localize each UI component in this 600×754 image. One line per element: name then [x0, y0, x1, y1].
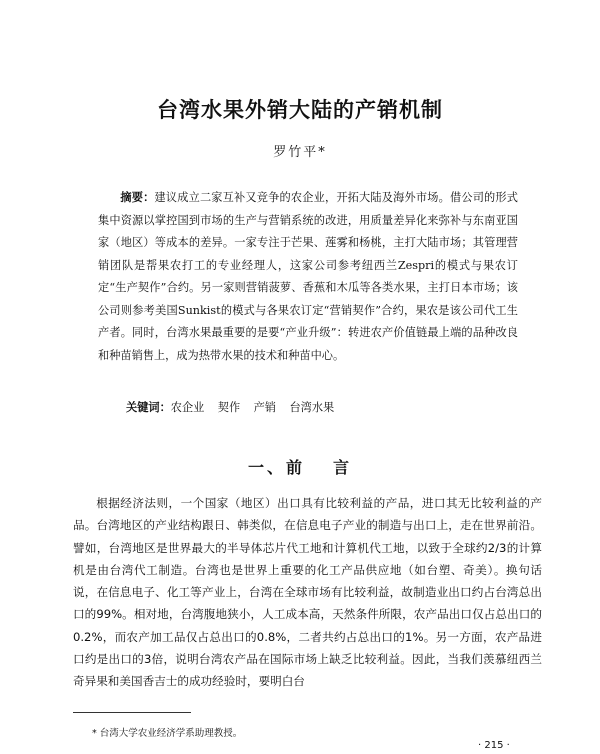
- page-number: · 215 ·: [478, 740, 510, 751]
- author-name: 罗竹平*: [273, 145, 327, 160]
- footnote: * 台湾大学农业经济学系助理教授。: [92, 728, 243, 739]
- abstract: [98, 186, 518, 367]
- keywords: [126, 396, 518, 419]
- keyword-item: 产销: [253, 401, 276, 414]
- keyword-item: 农企业: [170, 401, 205, 414]
- section-number: 一、: [247, 458, 286, 477]
- section-title-part: 言: [333, 458, 353, 477]
- keyword-item: 契作: [217, 401, 241, 414]
- section-title-part: 前: [285, 458, 305, 477]
- section-heading: [0, 455, 600, 478]
- abstract-label: 摘要：: [120, 190, 155, 204]
- body-paragraph: 根据经济法则，一个国家（地区）出口具有比较利益的产品，进口其无比较利益的产品。台湾地区的产业结构跟日、韩类似，在信息电子产业的制造与出口上，走在世界前沿。譬如，台湾地区是世界最大的半导体芯片代工地和计算机代工地，以致于全球约2/3的计算机是由台湾代工制造。台湾也是世界上重要的化工产品供应地（如台塑、奇美）。换句话说，在信息电子、化工等产业上，台湾在全球市场有比较利益，故制造业出口约占台湾总出口的99%。相对地，台湾腹地狭小，人工成本高，天然条件所限，农产品出口仅占总出口的0.2%，而农产加工品仅占总出口的0.8%，二者共约占总出口的1%。另一方面，农产品进口约是出口的3倍，说明台湾农产品在国际市场上缺乏比较利益。因此，当我们羡慕纽西兰奇异果和美国香吉士的成功经验时，要明白台: [73, 496, 542, 689]
- keywords-label: 关键词：: [126, 400, 171, 414]
- footnote-divider: [73, 712, 191, 713]
- paper-title: 台湾水果外销大陆的产销机制: [157, 97, 443, 122]
- abstract-text: 建议成立二家互补又竞争的农企业，开拓大陆及海外市场。借公司的形式集中资源以掌控国到市场的生产与营销系统的改进，用质量差异化来弥补与东南亚国家（地区）等成本的差异。一家专注于芒果、莲雾和杨桃，主打大陆市场；其管理营销团队是帮果农打工的专业经理人，这家公司参考纽西兰Zespri的模式与果农订定“生产契作”合约。另一家则营销菠萝、香蕉和木瓜等各类水果，主打日本市场；该公司则参考美国Sunkist的模式与各果农订定“营销契作”合约，果农是该公司代工生产者。同时，台湾水果最重要的是要“产业升级”：转进农产价值链最上端的品种改良和种苗销售上，成为热带水果的技术和种苗中心。: [98, 191, 518, 362]
- keyword-item: 台湾水果: [289, 401, 335, 414]
